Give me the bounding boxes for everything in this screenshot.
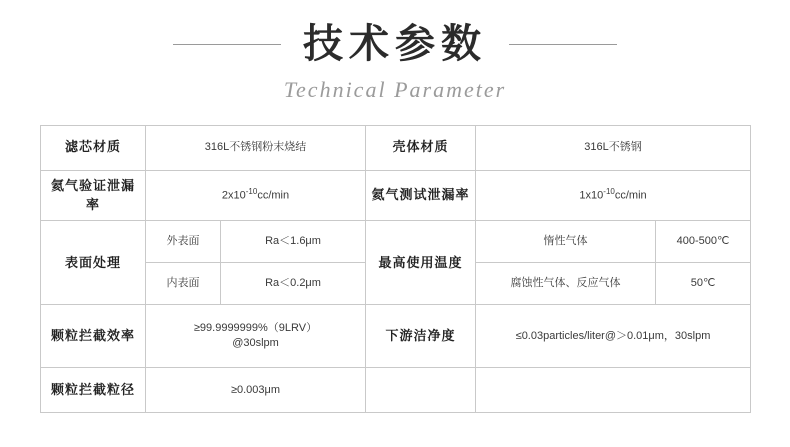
cell-label-surface-treatment: 表面处理 <box>41 221 146 305</box>
cell-label-downstream-cleanliness: 下游洁净度 <box>366 305 476 368</box>
cell-label-helium-test-leak: 氦气测试泄漏率 <box>366 170 476 221</box>
cell-value-particle-efficiency <box>146 305 366 368</box>
cell-value-helium-test-leak <box>476 170 751 221</box>
leak-right-unit: cc/min <box>614 190 647 202</box>
particle-efficiency-line1: ≥99.9999999%（9LRV） <box>193 321 318 334</box>
leak-right-exponent: -10 <box>603 187 615 197</box>
cell-label-helium-verify-leak: 氦气验证泄漏率 <box>41 170 146 221</box>
spec-table <box>40 125 751 414</box>
cell-label-filter-material: 滤芯材质 <box>41 125 146 170</box>
cell-label-max-temperature: 最高使用温度 <box>366 221 476 305</box>
cell-value-corrosive-gas-temp: 50℃ <box>656 263 751 305</box>
table-row <box>41 305 751 368</box>
title-row <box>0 22 790 67</box>
spec-table-wrapper <box>40 125 750 414</box>
cell-value-inert-gas-temp: 400-500℃ <box>656 221 751 263</box>
cell-label-empty-right <box>366 368 476 413</box>
leak-left-unit: cc/min <box>257 190 290 202</box>
title-rule-left <box>173 44 281 45</box>
cell-value-housing-material: 316L不锈钢 <box>476 125 751 170</box>
table-row <box>41 170 751 221</box>
cell-sublabel-inner-surface: 内表面 <box>146 263 221 305</box>
leak-right-base: 1x10 <box>579 190 604 202</box>
cell-value-inner-surface: Ra＜0.2μm <box>221 263 366 305</box>
cell-label-particle-efficiency: 颗粒拦截效率 <box>41 305 146 368</box>
cell-value-particle-size: ≥0.003μm <box>146 368 366 413</box>
table-row <box>41 368 751 413</box>
cell-value-helium-verify-leak <box>146 170 366 221</box>
page-header <box>0 0 790 103</box>
cell-sublabel-outer-surface: 外表面 <box>146 221 221 263</box>
table-row <box>41 125 751 170</box>
page-title: 技术参数 <box>303 22 487 66</box>
title-rule-right <box>509 44 617 45</box>
page-subtitle: Technical Parameter <box>283 76 507 102</box>
cell-label-housing-material: 壳体材质 <box>366 125 476 170</box>
cell-value-filter-material: 316L不锈钢粉末烧结 <box>146 125 366 170</box>
leak-left-exponent: -10 <box>245 187 258 197</box>
cell-sublabel-corrosive-gas: 腐蚀性气体、反应气体 <box>476 263 656 305</box>
cell-value-downstream-cleanliness: ≤0.03particles/liter@＞0.01μm，30slpm <box>476 305 751 368</box>
particle-efficiency-line2: @30slpm <box>232 337 279 350</box>
cell-value-outer-surface: Ra＜1.6μm <box>221 221 366 263</box>
table-row <box>41 221 751 263</box>
cell-label-particle-size: 颗粒拦截粒径 <box>41 368 146 413</box>
leak-left-base: 2x10 <box>221 190 246 202</box>
cell-sublabel-inert-gas: 惰性气体 <box>476 221 656 263</box>
cell-value-empty-right <box>476 368 751 413</box>
